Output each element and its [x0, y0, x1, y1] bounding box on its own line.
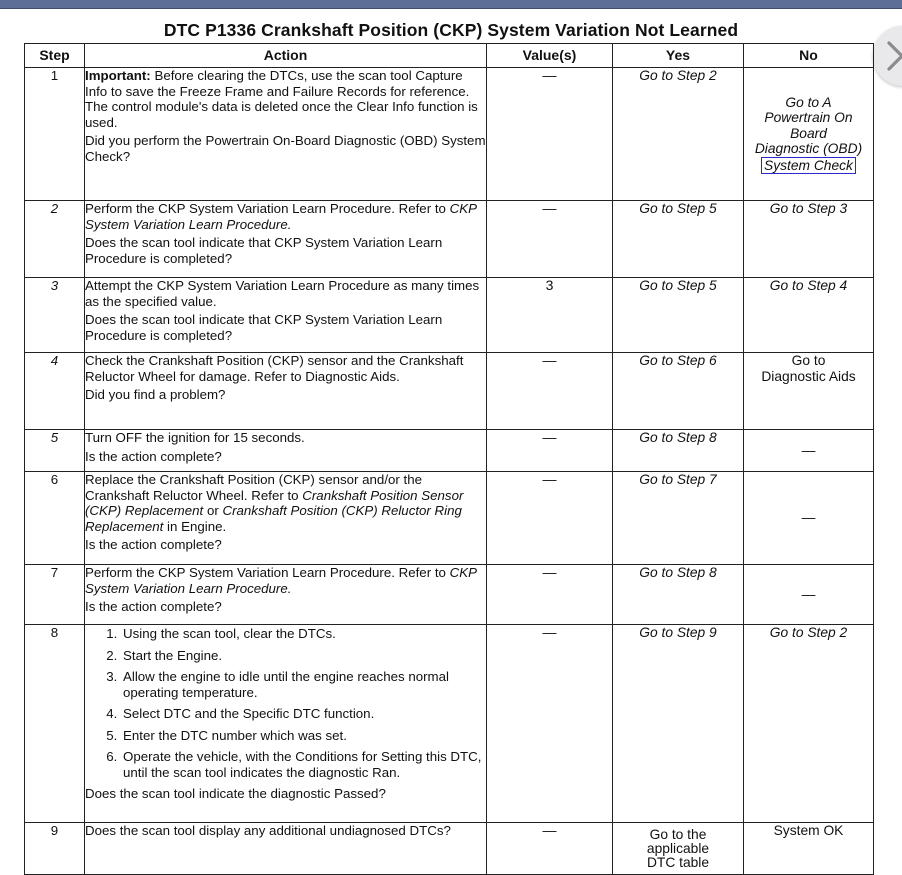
no-cell: Go to Step 3 — [744, 201, 874, 278]
window-top-bar — [0, 0, 902, 9]
action-cell — [85, 201, 487, 278]
no-line: Diagnostic (OBD) — [754, 141, 863, 156]
table-row — [25, 68, 874, 201]
header-step: Step — [25, 44, 85, 68]
step-number: 6 — [25, 472, 85, 565]
no-cell: System OK — [744, 823, 874, 875]
step-number: 5 — [25, 430, 85, 472]
table-row — [25, 201, 874, 278]
action-cell — [85, 472, 487, 565]
table-row — [25, 565, 874, 625]
step-number: 9 — [25, 823, 85, 875]
step-number: 4 — [25, 353, 85, 430]
question-text: Did you perform the Powertrain On-Board Diagnostic (OBD) System Check? — [85, 133, 486, 164]
applicable-dtc-table-link[interactable]: DTC table — [646, 854, 710, 870]
step-number: 3 — [25, 278, 85, 353]
no-cell: — — [744, 472, 874, 565]
action-cell — [85, 278, 487, 353]
table-row — [25, 625, 874, 823]
value-cell: — — [487, 625, 613, 823]
no-cell: Go to Step 2 — [744, 625, 874, 823]
page-title: DTC P1336 Crankshaft Position (CKP) System Variation Not Learned — [163, 20, 739, 40]
question-text: Does the scan tool display any additional undiagnosed DTCs? — [85, 823, 451, 838]
action-cell — [85, 68, 487, 201]
yes-cell: Go to Step 5 — [613, 201, 744, 278]
no-cell — [744, 68, 874, 201]
action-text: Perform the CKP System Variation Learn Procedure. Refer to CKP System Variation Learn Procedure. — [85, 201, 477, 232]
no-cell — [744, 353, 874, 430]
action-text: Attempt the CKP System Variation Learn Procedure as many times as the specified value. — [85, 278, 480, 309]
reference-link[interactable]: CKP System Variation Learn Procedure. — [85, 201, 477, 232]
action-text: Replace the Crankshaft Position (CKP) sensor and/or the Crankshaft Reluctor Wheel. Refer to Crankshaft Position Sensor (CKP) Replacement or Crankshaft Position (CKP) Reluctor Ring Replacement in Engine. — [85, 472, 464, 534]
value-cell: — — [487, 201, 613, 278]
yes-cell: Go to Step 9 — [613, 625, 744, 823]
yes-cell: Go to Step 5 — [613, 278, 744, 353]
action-text: Check the Crankshaft Position (CKP) sensor and the Crankshaft Reluctor Wheel for damage. Refer to Diagnostic Aids. — [85, 353, 464, 384]
value-cell: — — [487, 472, 613, 565]
action-cell — [85, 565, 487, 625]
list-item: 1. Using the scan tool, clear the DTCs. — [121, 626, 486, 642]
yes-cell: Go to Step 2 — [613, 68, 744, 201]
important-label: Important: — [85, 68, 151, 83]
value-cell: — — [487, 430, 613, 472]
action-text: Turn OFF the ignition for 15 seconds. — [85, 430, 305, 445]
step-number: 2 — [25, 201, 85, 278]
system-check-link[interactable]: System Check — [761, 157, 856, 174]
yes-line: applicable — [646, 840, 710, 856]
diagnostic-aids-link[interactable]: Diagnostic Aids — [761, 368, 856, 384]
value-cell: 3 — [487, 278, 613, 353]
yes-cell: Go to Step 7 — [613, 472, 744, 565]
reference-link[interactable]: Crankshaft Position Sensor (CKP) Replacement — [85, 487, 464, 518]
question-text: Does the scan tool indicate the diagnostic Passed? — [85, 786, 386, 801]
action-cell — [85, 353, 487, 430]
header-action: Action — [85, 44, 487, 68]
procedure-list — [85, 626, 486, 780]
list-item: 4. Select DTC and the Specific DTC function. — [121, 706, 486, 722]
header-no: No — [744, 44, 874, 68]
header-values: Value(s) — [487, 44, 613, 68]
question-text: Does the scan tool indicate that CKP System Variation Learn Procedure is completed? — [85, 312, 443, 343]
question-text: Does the scan tool indicate that CKP System Variation Learn Procedure is completed? — [85, 235, 443, 266]
no-line: Board — [790, 125, 827, 141]
yes-cell: Go to Step 8 — [613, 430, 744, 472]
dtc-table — [24, 43, 874, 875]
no-cell: — — [744, 430, 874, 472]
step-number: 7 — [25, 565, 85, 625]
list-item: 3. Allow the engine to idle until the engine reaches normal operating temperature. — [121, 669, 486, 700]
no-line: Go to — [791, 353, 826, 368]
value-cell: — — [487, 68, 613, 201]
reference-link[interactable]: CKP System Variation Learn Procedure. — [85, 565, 477, 596]
list-item: 6. Operate the vehicle, with the Conditions for Setting this DTC, until the scan tool indicates the diagnostic Ran. — [121, 749, 486, 780]
yes-cell: Go to Step 6 — [613, 353, 744, 430]
question-text: Is the action complete? — [85, 537, 222, 552]
table-row — [25, 353, 874, 430]
no-cell: — — [744, 565, 874, 625]
list-item: 2. Start the Engine. — [121, 648, 486, 664]
step-number: 8 — [25, 625, 85, 823]
question-text: Is the action complete? — [85, 448, 222, 464]
step-number: 1 — [25, 68, 85, 201]
value-cell: — — [487, 353, 613, 430]
reference-link[interactable]: Crankshaft Position (CKP) Reluctor Ring Replacement — [85, 503, 462, 534]
header-row — [25, 44, 874, 68]
no-line: Go to A — [785, 94, 832, 110]
table-row — [25, 472, 874, 565]
header-yes: Yes — [613, 44, 744, 68]
no-line: Powertrain On — [764, 110, 853, 125]
action-text: Important: Before clearing the DTCs, use the scan tool Capture Info to save the Freeze Frame and Failure Records for reference. The control module's data is deleted once the Clear Info function is used. — [85, 68, 478, 130]
question-text: Did you find a problem? — [85, 387, 226, 402]
action-text: Perform the CKP System Variation Learn Procedure. Refer to CKP System Variation Learn Procedure. — [85, 565, 477, 596]
value-cell: — — [487, 565, 613, 625]
table-row — [25, 430, 874, 472]
yes-line: Go to the — [649, 826, 707, 842]
yes-cell: Go to Step 8 — [613, 565, 744, 625]
value-cell: — — [487, 823, 613, 875]
action-cell — [85, 625, 487, 823]
table-row — [25, 278, 874, 353]
action-cell — [85, 430, 487, 472]
list-item: 5. Enter the DTC number which was set. — [121, 728, 486, 744]
chevron-right-icon — [883, 40, 902, 72]
no-cell: Go to Step 4 — [744, 278, 874, 353]
question-text: Is the action complete? — [85, 599, 222, 614]
